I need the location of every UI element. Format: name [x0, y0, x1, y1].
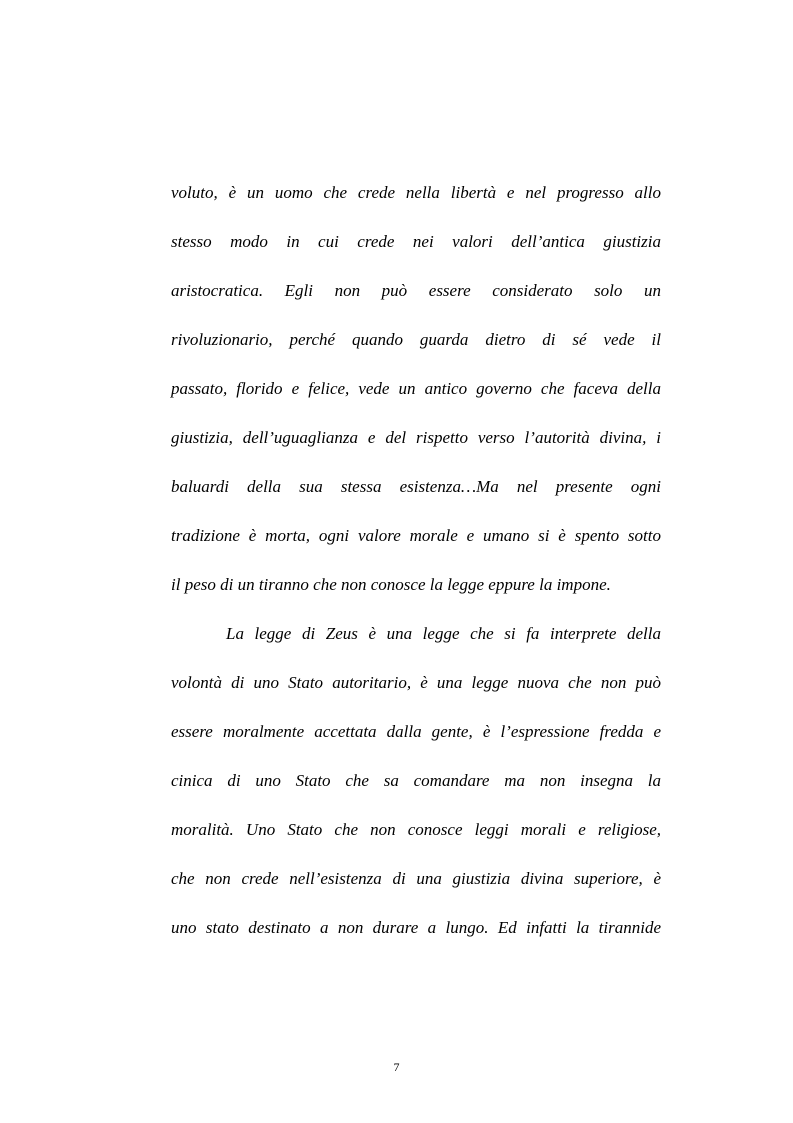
- page-number: 7: [393, 1060, 400, 1074]
- text-line: essere moralmente accettata dalla gente, è l’espressione fredda e: [171, 722, 661, 741]
- text-line: volontà di uno Stato autoritario, è una legge nuova che non può: [171, 673, 661, 692]
- text-line: passato, florido e felice, vede un antico governo che faceva della: [171, 379, 661, 398]
- text-line: cinica di uno Stato che sa comandare ma non insegna la: [171, 771, 661, 790]
- text-line: uno stato destinato a non durare a lungo. Ed infatti la tirannide: [171, 918, 661, 937]
- text-line: voluto, è un uomo che crede nella libertà e nel progresso allo: [171, 183, 661, 202]
- text-line: La legge di Zeus è una legge che si fa interprete della: [226, 624, 661, 643]
- page-body: [171, 174, 661, 958]
- text-line: aristocratica. Egli non può essere considerato solo un: [171, 281, 661, 300]
- text-line: baluardi della sua stessa esistenza…Ma nel presente ogni: [171, 477, 661, 496]
- text-line: il peso di un tiranno che non conosce la legge eppure la impone.: [171, 575, 611, 594]
- paragraph-2: [171, 615, 661, 958]
- text-line: tradizione è morta, ogni valore morale e umano si è spento sotto: [171, 526, 661, 545]
- paragraph-1: [171, 174, 661, 615]
- text-line: stesso modo in cui crede nei valori dell’antica giustizia: [171, 232, 661, 251]
- text-line: che non crede nell’esistenza di una giustizia divina superiore, è: [171, 869, 661, 888]
- text-line: moralità. Uno Stato che non conosce leggi morali e religiose,: [171, 820, 661, 839]
- text-line: rivoluzionario, perché quando guarda dietro di sé vede il: [171, 330, 661, 349]
- text-line: giustizia, dell’uguaglianza e del rispetto verso l’autorità divina, i: [171, 428, 661, 447]
